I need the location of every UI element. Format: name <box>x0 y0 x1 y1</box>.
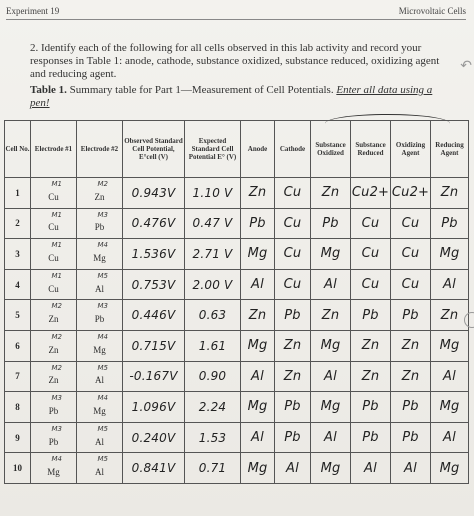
electrode-2: Mg <box>93 405 106 416</box>
anode-cell: Pb <box>241 208 275 239</box>
electrode-2-metal-code: M5 <box>97 424 108 433</box>
col-header: Substance Reduced <box>351 121 391 178</box>
electrode-2-cell <box>77 422 123 453</box>
table-caption-emphasis: Enter all data using a pen! <box>30 84 433 109</box>
cell-number: 1 <box>5 178 31 209</box>
reducing-agent-cell: Pb <box>431 208 469 239</box>
substance-reduced-cell: Cu <box>351 239 391 270</box>
anode-cell: Mg <box>241 453 275 484</box>
expected-potential: 1.10 V <box>185 178 241 209</box>
electrode-2: Al <box>95 436 104 447</box>
summary-table <box>4 120 469 484</box>
col-header: Cell No. <box>5 121 31 178</box>
substance-reduced-cell: Pb <box>351 300 391 331</box>
oxidizing-agent-cell: Pb <box>391 300 431 331</box>
electrode-2-cell <box>77 269 123 300</box>
anode-cell: Zn <box>241 300 275 331</box>
electrode-2: Zn <box>94 191 105 202</box>
reducing-agent-cell: Al <box>431 422 469 453</box>
electrode-1-metal-code: M2 <box>51 302 62 311</box>
cathode-cell: Al <box>275 453 311 484</box>
electrode-1-cell <box>31 392 77 423</box>
electrode-1-metal-code: M1 <box>51 210 62 219</box>
instruction-text: Identify each of the following for all cells observed in this lab activity and record your responses in Table 1: anode, cathode, substance oxidized, substance reduced, oxidizing agent and reducing agent. <box>30 42 440 80</box>
col-header: Electrode #2 <box>77 121 123 178</box>
electrode-2-cell <box>77 392 123 423</box>
electrode-1-metal-code: M3 <box>51 424 62 433</box>
reducing-agent-cell: Zn <box>431 178 469 209</box>
anode-cell: Mg <box>241 392 275 423</box>
substance-oxidized-cell: Al <box>311 422 351 453</box>
table-caption-text: Summary table for Part 1—Measurement of Cell Potentials. <box>66 84 337 96</box>
electrode-2-metal-code: M3 <box>97 302 108 311</box>
col-header: Observed Standard Cell Potential, E°cell (V) <box>123 121 185 178</box>
anode-cell: Mg <box>241 330 275 361</box>
electrode-1-metal-code: M2 <box>51 363 62 372</box>
electrode-1: Cu <box>48 222 59 233</box>
oxidizing-agent-cell: Zn <box>391 361 431 392</box>
substance-reduced-cell: Al <box>351 453 391 484</box>
cell-number: 4 <box>5 269 31 300</box>
expected-potential: 1.61 <box>185 330 241 361</box>
observed-potential: 1.096V <box>123 392 185 423</box>
electrode-1: Cu <box>48 252 59 263</box>
oxidizing-agent-cell: Cu <box>391 269 431 300</box>
observed-potential: 1.536V <box>123 239 185 270</box>
substance-reduced-cell: Zn <box>351 361 391 392</box>
electrode-1-cell <box>31 300 77 331</box>
cathode-cell: Cu <box>275 239 311 270</box>
electrode-2-cell <box>77 239 123 270</box>
observed-potential: 0.841V <box>123 453 185 484</box>
table-caption <box>30 84 450 110</box>
cell-number: 8 <box>5 392 31 423</box>
table-row <box>5 422 469 453</box>
substance-oxidized-cell: Al <box>311 269 351 300</box>
oxidizing-agent-cell: Cu2+ <box>391 178 431 209</box>
table-row <box>5 392 469 423</box>
binder-ring <box>464 312 474 328</box>
oxidizing-agent-cell: Cu <box>391 239 431 270</box>
reducing-agent-cell: Al <box>431 269 469 300</box>
oxidizing-agent-cell: Pb <box>391 422 431 453</box>
substance-reduced-cell: Cu <box>351 208 391 239</box>
cathode-cell: Cu <box>275 208 311 239</box>
cathode-cell: Pb <box>275 392 311 423</box>
expected-potential: 0.63 <box>185 300 241 331</box>
anode-cell: Zn <box>241 178 275 209</box>
electrode-1-cell <box>31 422 77 453</box>
electrode-2: Pb <box>94 222 105 233</box>
electrode-2-cell <box>77 300 123 331</box>
reducing-agent-cell: Zn <box>431 300 469 331</box>
col-header: Reducing Agent <box>431 121 469 178</box>
experiment-title: Microvoltaic Cells <box>398 6 466 16</box>
cell-number: 9 <box>5 422 31 453</box>
electrode-2-metal-code: M4 <box>97 332 108 341</box>
electrode-1: Pb <box>48 436 59 447</box>
electrode-1-cell <box>31 453 77 484</box>
substance-oxidized-cell: Mg <box>311 239 351 270</box>
electrode-2-cell <box>77 361 123 392</box>
reducing-agent-cell: Mg <box>431 239 469 270</box>
electrode-2: Pb <box>94 314 105 325</box>
substance-oxidized-cell: Zn <box>311 178 351 209</box>
cathode-cell: Pb <box>275 300 311 331</box>
substance-reduced-cell: Cu <box>351 269 391 300</box>
reducing-agent-cell: Mg <box>431 453 469 484</box>
electrode-2-cell <box>77 178 123 209</box>
cathode-cell: Zn <box>275 330 311 361</box>
electrode-2-metal-code: M5 <box>97 271 108 280</box>
cell-number: 6 <box>5 330 31 361</box>
substance-reduced-cell: Zn <box>351 330 391 361</box>
electrode-2-metal-code: M3 <box>97 210 108 219</box>
table-row <box>5 361 469 392</box>
electrode-2-metal-code: M4 <box>97 241 108 250</box>
table-row <box>5 453 469 484</box>
substance-oxidized-cell: Pb <box>311 208 351 239</box>
expected-potential: 2.71 V <box>185 239 241 270</box>
electrode-2-cell <box>77 453 123 484</box>
observed-potential: 0.240V <box>123 422 185 453</box>
reducing-agent-cell: Mg <box>431 392 469 423</box>
reducing-agent-cell: Mg <box>431 330 469 361</box>
electrode-1: Pb <box>48 405 59 416</box>
substance-oxidized-cell: Mg <box>311 392 351 423</box>
expected-potential: 0.90 <box>185 361 241 392</box>
cell-number: 7 <box>5 361 31 392</box>
col-header: Cathode <box>275 121 311 178</box>
anode-cell: Al <box>241 361 275 392</box>
electrode-1-cell <box>31 208 77 239</box>
substance-oxidized-cell: Al <box>311 361 351 392</box>
reducing-agent-cell: Al <box>431 361 469 392</box>
substance-reduced-cell: Pb <box>351 422 391 453</box>
page-header <box>6 6 466 20</box>
table-row <box>5 269 469 300</box>
electrode-2-cell <box>77 330 123 361</box>
electrode-1-cell <box>31 269 77 300</box>
electrode-1: Zn <box>48 314 59 325</box>
electrode-1: Cu <box>48 191 59 202</box>
cell-number: 2 <box>5 208 31 239</box>
electrode-2: Al <box>95 375 104 386</box>
cathode-cell: Zn <box>275 361 311 392</box>
electrode-2: Al <box>95 467 104 478</box>
col-header: Electrode #1 <box>31 121 77 178</box>
electrode-1-metal-code: M1 <box>51 241 62 250</box>
substance-oxidized-cell: Mg <box>311 330 351 361</box>
anode-cell: Mg <box>241 239 275 270</box>
electrode-1-metal-code: M4 <box>51 455 62 464</box>
electrode-1: Cu <box>48 283 59 294</box>
electrode-1-cell <box>31 178 77 209</box>
electrode-2-cell <box>77 208 123 239</box>
electrode-2-metal-code: M2 <box>97 180 108 188</box>
oxidizing-agent-cell: Pb <box>391 392 431 423</box>
table-header-row <box>5 121 469 178</box>
table-row <box>5 208 469 239</box>
electrode-2: Al <box>95 283 104 294</box>
electrode-2: Mg <box>93 344 106 355</box>
oxidizing-agent-cell: Zn <box>391 330 431 361</box>
observed-potential: 0.753V <box>123 269 185 300</box>
expected-potential: 2.24 <box>185 392 241 423</box>
electrode-2-metal-code: M5 <box>97 363 108 372</box>
electrode-1-metal-code: M3 <box>51 394 62 403</box>
expected-potential: 0.47 V <box>185 208 241 239</box>
col-header: Expected Standard Cell Potential E° (V) <box>185 121 241 178</box>
substance-reduced-cell: Cu2+ <box>351 178 391 209</box>
table-label: Table 1. <box>30 84 67 96</box>
substance-reduced-cell: Pb <box>351 392 391 423</box>
observed-potential: 0.943V <box>123 178 185 209</box>
col-header: Anode <box>241 121 275 178</box>
electrode-1-cell <box>31 361 77 392</box>
electrode-1: Mg <box>47 467 60 478</box>
electrode-1-metal-code: M1 <box>51 180 62 188</box>
col-header: Substance Oxidized <box>311 121 351 178</box>
electrode-2: Mg <box>93 252 106 263</box>
electrode-1-metal-code: M1 <box>51 271 62 280</box>
expected-potential: 0.71 <box>185 453 241 484</box>
table-row <box>5 239 469 270</box>
oxidizing-agent-cell: Cu <box>391 208 431 239</box>
cell-number: 3 <box>5 239 31 270</box>
observed-potential: 0.446V <box>123 300 185 331</box>
cathode-cell: Cu <box>275 178 311 209</box>
observed-potential: 0.476V <box>123 208 185 239</box>
electrode-1: Zn <box>48 344 59 355</box>
substance-oxidized-cell: Zn <box>311 300 351 331</box>
expected-potential: 1.53 <box>185 422 241 453</box>
cell-number: 10 <box>5 453 31 484</box>
experiment-label: Experiment 19 <box>6 6 60 16</box>
observed-potential: -0.167V <box>123 361 185 392</box>
col-header: Oxidizing Agent <box>391 121 431 178</box>
electrode-2-metal-code: M5 <box>97 455 108 464</box>
electrode-1-metal-code: M2 <box>51 332 62 341</box>
oxidizing-agent-cell: Al <box>391 453 431 484</box>
observed-potential: 0.715V <box>123 330 185 361</box>
substance-oxidized-cell: Mg <box>311 453 351 484</box>
electrode-1: Zn <box>48 375 59 386</box>
anode-cell: Al <box>241 422 275 453</box>
cathode-cell: Cu <box>275 269 311 300</box>
table-row <box>5 330 469 361</box>
instruction-number: 2. <box>30 42 39 54</box>
cell-number: 5 <box>5 300 31 331</box>
table-row <box>5 178 469 209</box>
electrode-2-metal-code: M4 <box>97 394 108 403</box>
cathode-cell: Pb <box>275 422 311 453</box>
anode-cell: Al <box>241 269 275 300</box>
curved-arrow-icon: ↶ <box>460 58 472 74</box>
expected-potential: 2.00 V <box>185 269 241 300</box>
instruction <box>30 42 450 81</box>
table-row <box>5 300 469 331</box>
electrode-1-cell <box>31 330 77 361</box>
electrode-1-cell <box>31 239 77 270</box>
